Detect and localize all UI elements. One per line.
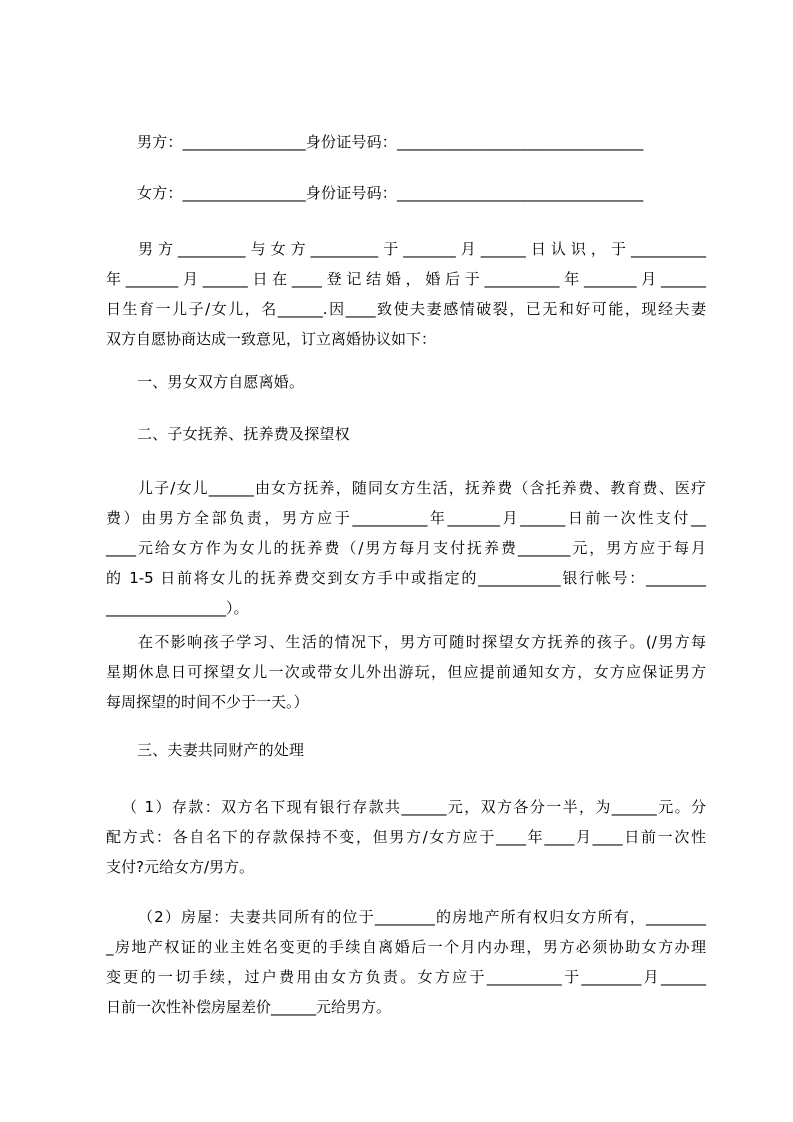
deposit-row: 支付?元给女方/男方。 [106, 858, 255, 876]
visitation-row: 星期休息日可探望女儿一次或带女儿外出游玩，但应提前通知女方，女方应保证男方 [106, 663, 706, 681]
female-party-line: 女方：________________身份证号码：________________________________ [137, 184, 644, 202]
section-2-title: 二、子女抚养、抚养费及探望权 [137, 425, 350, 443]
section-1-title: 一、男女双方自愿离婚。 [137, 373, 305, 391]
child-support-row: ____元给女方作为女儿的抚养费（/男方每月支付抚养费_______元，男方应于每月 [106, 539, 706, 557]
visitation-row: 在不影响孩子学习、生活的情况下，男方可随时探望女方抚养的孩子。(/男方每 [138, 633, 706, 651]
house-row: _房地产权证的业主姓名变更的手续自离婚后一个月内办理，男方必须协助女方办理 [106, 938, 706, 956]
child-support-paragraph [106, 473, 706, 623]
deposit-row: 配方式：各自名下的存款保持不变，但男方/女方应于____年____月____日前一次性 [106, 828, 706, 846]
intro-paragraph [106, 234, 706, 354]
visitation-row: 每周探望的时间不少于一天。） [106, 693, 309, 711]
section-3-title: 三、夫妻共同财产的处理 [137, 741, 305, 759]
house-row: 日前一次性补偿房屋差价______元给男方。 [106, 998, 392, 1016]
house-row: （2）房屋：夫妻共同所有的位于________的房地产所有权归女方所有，________ [138, 908, 706, 926]
visitation-paragraph [106, 627, 706, 717]
child-support-row: 儿子/女儿______由女方抚养，随同女方生活，抚养费（含托养费、教育费、医疗 [138, 479, 706, 497]
child-support-row: ________________）。 [106, 599, 249, 617]
deposit-paragraph [106, 792, 706, 882]
child-support-row: 费）由男方全部负责，男方应于__________年_______月______日前一次性支付__ [106, 509, 706, 527]
deposit-row: （ 1）存款：双方名下现有银行存款共______元，双方各分一半，为______元。分 [122, 798, 706, 816]
house-row: 变更的一切手续，过户费用由女方负责。女方应于__________于________月______ [106, 968, 706, 986]
intro-row: 男方_________与女方_________于_______月______日认识，于__________ [138, 240, 706, 258]
male-party-line: 男方：________________身份证号码：________________________________ [137, 133, 644, 151]
child-support-row: 的 1-5 日前将女儿的抚养费交到女方手中或指定的___________银行帐号：________ [106, 569, 706, 587]
intro-row: 年_______月______日在____登记结婚，婚后于__________年_______月______ [106, 270, 706, 288]
intro-row: 日生育一儿子/女儿，名______.因____致使夫妻感情破裂，已无和好可能，现经夫妻 [106, 300, 706, 318]
house-paragraph [106, 902, 706, 1022]
intro-row: 双方自愿协商达成一致意见，订立离婚协议如下： [106, 330, 437, 348]
